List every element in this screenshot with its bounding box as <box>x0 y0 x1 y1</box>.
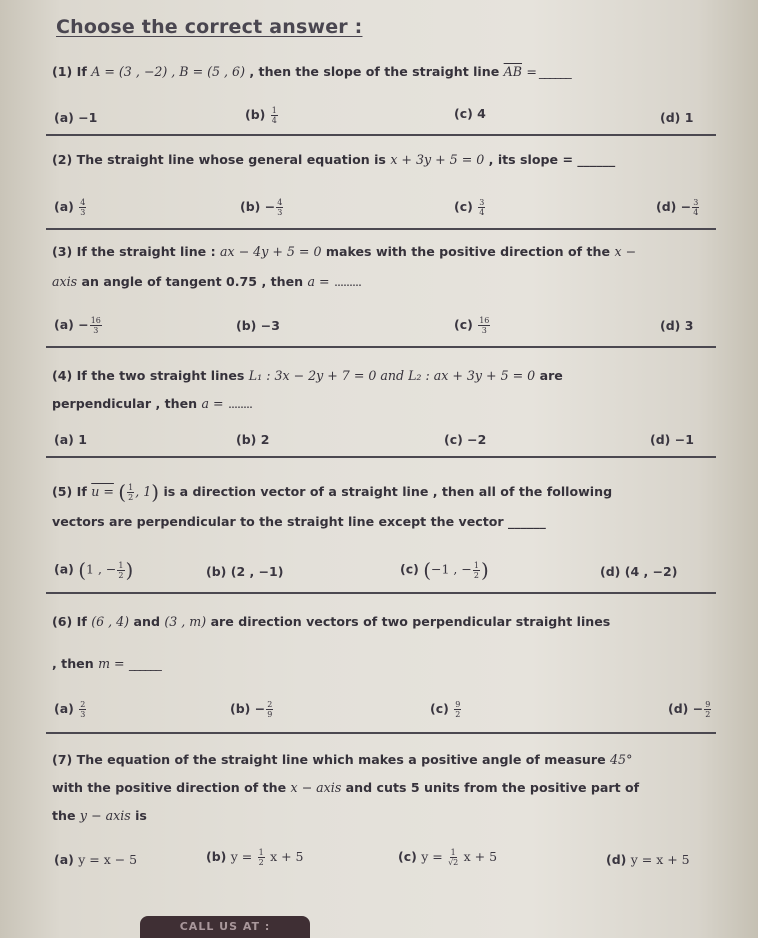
option-c[interactable]: (c) (−1 , − $\frac{1}{2}$ ) <box>400 558 489 582</box>
question-1: (1) If A = (3 , −2) , B = (5 , 6) , then the slope of the straight line $\overline{AB}$ = ______ <box>52 64 571 79</box>
question-7-line-3: the y − axis is <box>52 808 147 823</box>
option-a[interactable]: (a) (1 , − $\frac{1}{2}$ ) <box>54 558 134 582</box>
separator <box>46 134 716 136</box>
question-3-line-2: axis an angle of tangent 0.75 , then a = ......... <box>52 274 362 289</box>
question-3: (3) If the straight line : ax − 4y + 5 = 0 makes with the positive direction of the x − <box>52 244 637 259</box>
question-6-line-2: , then m = ______ <box>52 656 161 671</box>
option-c[interactable]: (c) $\frac{3}{4}$ <box>454 198 485 217</box>
option-c[interactable]: (c) $\frac{16}{3}$ <box>454 316 490 335</box>
option-b[interactable]: (b) − $\frac{4}{3}$ <box>240 198 283 217</box>
separator <box>46 228 716 230</box>
option-a[interactable]: (a) − $\frac{16}{3}$ <box>54 316 101 335</box>
option-a[interactable]: (a) $\frac{2}{3}$ <box>54 700 86 719</box>
question-2: (2) The straight line whose general equation is x + 3y + 5 = 0 , its slope = ______ <box>52 152 616 167</box>
question-7: (7) The equation of the straight line which makes a positive angle of measure 45° <box>52 752 633 767</box>
page-title: Choose the correct answer : <box>56 16 363 38</box>
option-c[interactable]: (c) 4 <box>454 106 486 121</box>
option-b[interactable]: (b) $\frac{1}{4}$ <box>245 106 277 125</box>
separator <box>46 592 716 594</box>
option-a[interactable]: (a) $\frac{4}{3}$ <box>54 198 86 217</box>
option-b[interactable]: (b) (2 , −1) <box>206 564 284 579</box>
question-6: (6) If (6 , 4) and (3 , m) are direction vectors of two perpendicular straight lines <box>52 614 611 629</box>
option-d[interactable]: (d) y = x + 5 <box>606 852 690 867</box>
separator <box>46 456 716 458</box>
option-a[interactable]: (a) y = x − 5 <box>54 852 138 867</box>
question-5-line-2: vectors are perpendicular to the straight line except the vector ______ <box>52 514 546 529</box>
option-b[interactable]: (b) − $\frac{2}{9}$ <box>230 700 273 719</box>
option-a[interactable]: (a) 1 <box>54 432 87 447</box>
option-b[interactable]: (b) y = $\frac{1}{2}$ x + 5 <box>206 848 304 867</box>
separator <box>46 346 716 348</box>
option-d[interactable]: (d) − $\frac{3}{4}$ <box>656 198 699 217</box>
separator <box>46 732 716 734</box>
option-d[interactable]: (d) (4 , −2) <box>600 564 678 579</box>
option-b[interactable]: (b) 2 <box>236 432 270 447</box>
option-b[interactable]: (b) −3 <box>236 318 280 333</box>
option-d[interactable]: (d) −1 <box>650 432 694 447</box>
question-7-line-2: with the positive direction of the x − axis and cuts 5 units from the positive part of <box>52 780 640 795</box>
option-d[interactable]: (d) 1 <box>660 110 694 125</box>
option-d[interactable]: (d) 3 <box>660 318 694 333</box>
option-c[interactable]: (c) −2 <box>444 432 487 447</box>
option-c[interactable]: (c) $\frac{9}{2}$ <box>430 700 461 719</box>
option-a[interactable]: (a) −1 <box>54 110 98 125</box>
question-4: (4) If the two straight lines L₁ : 3x − 2y + 7 = 0 and L₂ : ax + 3y + 5 = 0 are <box>52 368 563 383</box>
footer-tab: CALL US AT : <box>140 916 310 938</box>
question-4-line-2: perpendicular , then a = ........ <box>52 396 253 411</box>
question-5: (5) If u = ( $\frac{1}{2}$ , 1) is a direction vector of a straight line , then all of the following <box>52 480 613 504</box>
option-c[interactable]: (c) y = $\frac{1}{√2}$ x + 5 <box>398 848 498 867</box>
question-number: (1) <box>52 64 73 79</box>
option-d[interactable]: (d) − $\frac{9}{2}$ <box>668 700 711 719</box>
